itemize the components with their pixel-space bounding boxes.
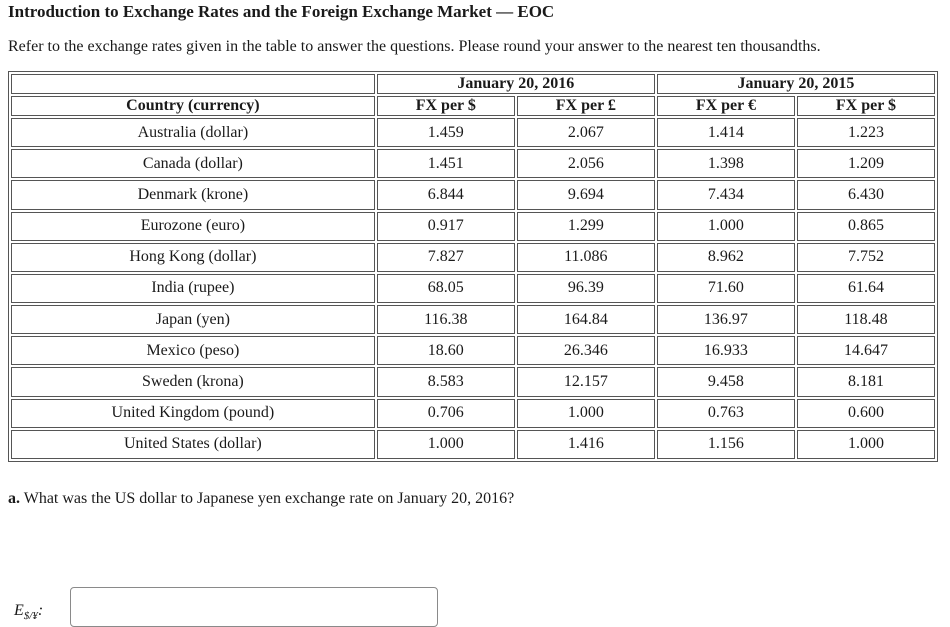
column-header-fx-per-dollar-2015: FX per $: [797, 96, 935, 116]
rate-cell: 0.865: [797, 212, 935, 241]
rate-cell: 1.209: [797, 149, 935, 178]
rate-cell: 1.000: [517, 399, 655, 428]
rate-cell: 12.157: [517, 367, 655, 396]
empty-corner-cell: [11, 74, 375, 94]
rate-cell: 2.067: [517, 118, 655, 147]
page-title: Introduction to Exchange Rates and the Foreign Exchange Market — EOC: [8, 2, 555, 21]
table-row: [11, 274, 935, 303]
table-row: [11, 118, 935, 147]
rate-cell: 18.60: [377, 336, 515, 365]
column-header-country: Country (currency): [11, 96, 375, 116]
table-row: [11, 212, 935, 241]
table-body: [11, 118, 935, 459]
rate-cell: 26.346: [517, 336, 655, 365]
rate-cell: 1.416: [517, 430, 655, 459]
rate-cell: 136.97: [657, 305, 795, 334]
answer-input[interactable]: [70, 587, 438, 627]
answer-label-colon: :: [37, 602, 44, 619]
rate-cell: 8.962: [657, 243, 795, 272]
date-header-row: [11, 74, 935, 94]
answer-label-symbol: E: [14, 602, 24, 619]
rate-cell: 9.458: [657, 367, 795, 396]
country-cell: Eurozone (euro): [11, 212, 375, 241]
table-row: [11, 149, 935, 178]
rate-cell: 2.056: [517, 149, 655, 178]
table-row: [11, 336, 935, 365]
table-head: [11, 74, 935, 116]
country-cell: United Kingdom (pound): [11, 399, 375, 428]
country-cell: Mexico (peso): [11, 336, 375, 365]
rate-cell: 7.434: [657, 180, 795, 209]
rate-cell: 0.763: [657, 399, 795, 428]
answer-label-subscript: $/¥: [23, 610, 38, 623]
rate-cell: 68.05: [377, 274, 515, 303]
rate-cell: 6.844: [377, 180, 515, 209]
answer-label: [14, 602, 43, 622]
rate-cell: 8.583: [377, 367, 515, 396]
table-row: [11, 367, 935, 396]
rate-cell: 71.60: [657, 274, 795, 303]
table-row: [11, 430, 935, 459]
country-cell: United States (dollar): [11, 430, 375, 459]
question-marker: a.: [8, 490, 20, 507]
rate-cell: 7.827: [377, 243, 515, 272]
rate-cell: 11.086: [517, 243, 655, 272]
country-cell: India (rupee): [11, 274, 375, 303]
rate-cell: 164.84: [517, 305, 655, 334]
question-a: [8, 490, 514, 508]
exchange-rate-table: [8, 71, 938, 462]
rate-cell: 0.706: [377, 399, 515, 428]
country-cell: Australia (dollar): [11, 118, 375, 147]
column-header-fx-per-euro-2015: FX per €: [657, 96, 795, 116]
column-header-fx-per-dollar-2016: FX per $: [377, 96, 515, 116]
rate-cell: 14.647: [797, 336, 935, 365]
table-row: [11, 305, 935, 334]
rate-cell: 7.752: [797, 243, 935, 272]
column-header-row: [11, 96, 935, 116]
date-header-2015: January 20, 2015: [657, 74, 935, 94]
rate-cell: 1.451: [377, 149, 515, 178]
country-cell: Hong Kong (dollar): [11, 243, 375, 272]
rate-cell: 1.000: [797, 430, 935, 459]
column-header-fx-per-pound-2016: FX per £: [517, 96, 655, 116]
country-cell: Sweden (krona): [11, 367, 375, 396]
table-row: [11, 243, 935, 272]
rate-cell: 1.398: [657, 149, 795, 178]
rate-cell: 0.917: [377, 212, 515, 241]
rate-cell: 1.223: [797, 118, 935, 147]
rate-cell: 6.430: [797, 180, 935, 209]
table-row: [11, 180, 935, 209]
rate-cell: 8.181: [797, 367, 935, 396]
country-cell: Canada (dollar): [11, 149, 375, 178]
rate-cell: 9.694: [517, 180, 655, 209]
rate-cell: 1.459: [377, 118, 515, 147]
table-row: [11, 399, 935, 428]
rate-cell: 1.000: [657, 212, 795, 241]
rate-cell: 118.48: [797, 305, 935, 334]
rate-cell: 0.600: [797, 399, 935, 428]
date-header-2016: January 20, 2016: [377, 74, 655, 94]
rate-cell: 16.933: [657, 336, 795, 365]
rate-cell: 1.414: [657, 118, 795, 147]
rate-cell: 116.38: [377, 305, 515, 334]
rate-cell: 61.64: [797, 274, 935, 303]
rate-cell: 1.000: [377, 430, 515, 459]
instructions-text: Refer to the exchange rates given in the table to answer the questions. Please round your answer to the nearest ten thousandths.: [8, 38, 821, 55]
country-cell: Denmark (krone): [11, 180, 375, 209]
rate-cell: 1.156: [657, 430, 795, 459]
question-text: What was the US dollar to Japanese yen exchange rate on January 20, 2016?: [23, 490, 515, 507]
rate-cell: 96.39: [517, 274, 655, 303]
rate-cell: 1.299: [517, 212, 655, 241]
country-cell: Japan (yen): [11, 305, 375, 334]
